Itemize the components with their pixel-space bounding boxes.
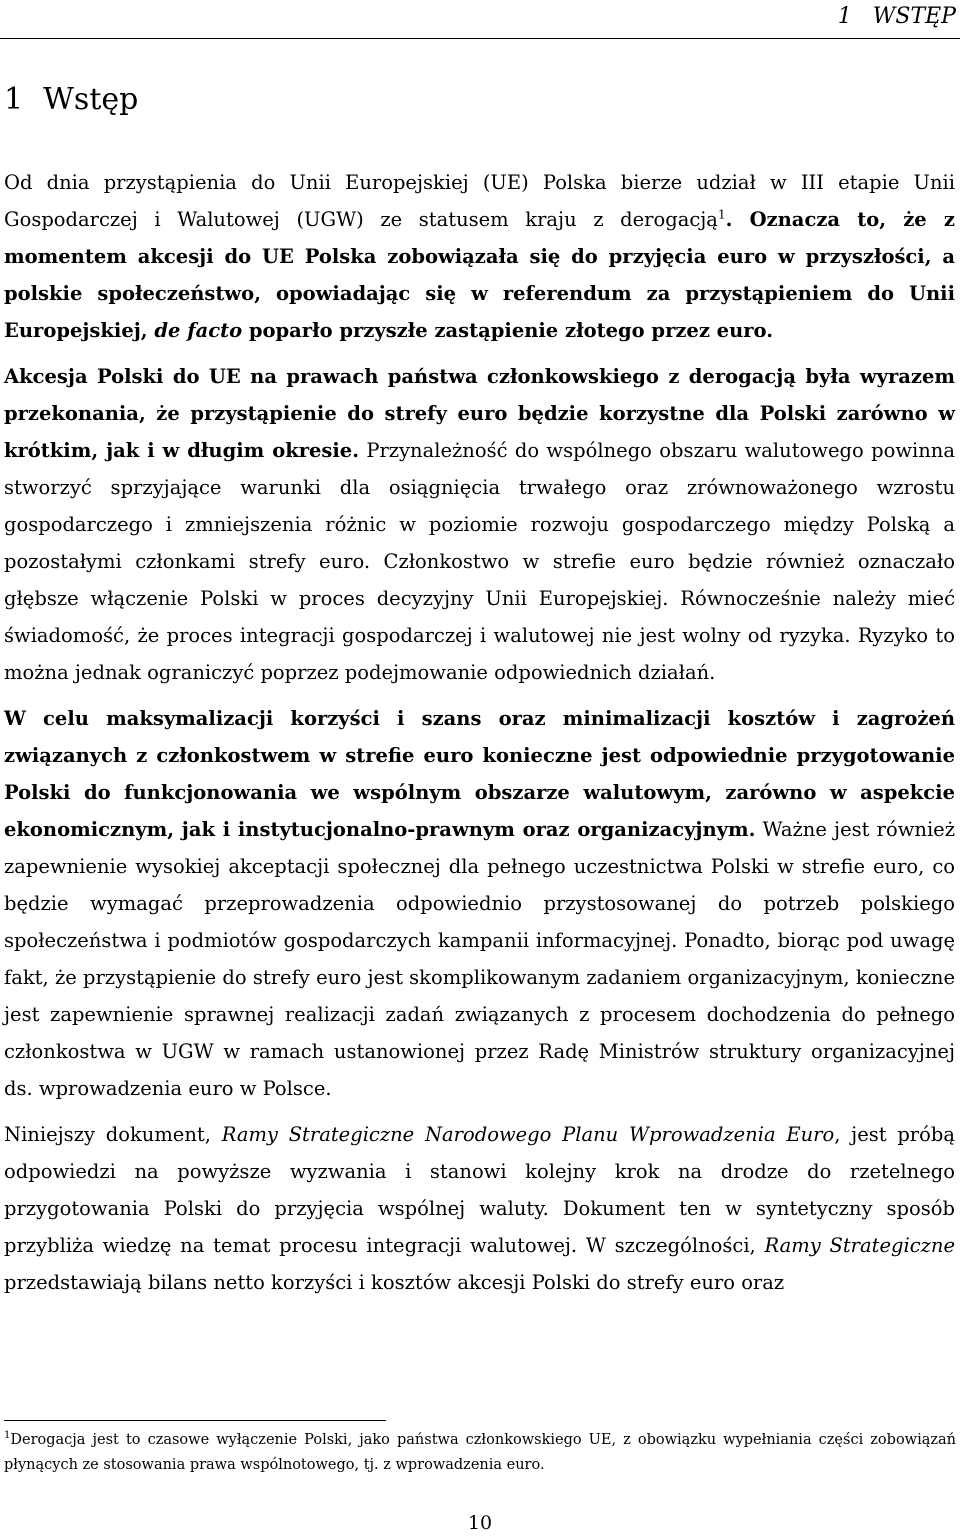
running-head xyxy=(838,0,956,34)
paragraph-3-text-a: W celu maksymalizacji korzyści i szans oraz minimalizacji kosztów i zagrożeń związanych z członkostwem w strefie euro konieczne jest odpowiednie przygotowanie Polski do funkcjonowania we wspólnym obszarze walutowym, zarówno w aspekcie ekonomicznym, jak i instytucjonalno-prawnym oraz organizacyjnym. xyxy=(4,707,955,841)
paragraph-2-text-a: Akcesja Polski do UE na prawach państwa członkowskiego z derogacją była wyrazem przekonania, że przystąpienie do strefy euro będzie korzystne dla Polski zarówno w krótkim, jak i w długim okresie. xyxy=(4,365,955,462)
paragraph-1-text-a: Od dnia przystąpienia do Unii Europejskiej (UE) Polska bierze udział w III etapie Unii Gospodarczej i Walutowej (UGW) ze statusem kraju z derogacją xyxy=(4,171,955,231)
footnote-marker: 1 xyxy=(4,1430,11,1442)
footnote-rule xyxy=(4,1420,386,1421)
running-head-title: WSTĘP xyxy=(872,4,956,29)
paragraph-1-text-b: . Oznacza to, że z momentem akcesji do UE Polska zobowiązała się do przyjęcia euro w przyszłości, a polskie społeczeństwo, opowiadając się w referendum za przystąpieniem do Unii Europejskiej, xyxy=(4,208,955,342)
paragraph-4-text-a: Niniejszy dokument, xyxy=(4,1123,222,1146)
paragraph-1-text-d: poparło przyszłe zastąpienie złotego przez euro. xyxy=(242,319,773,342)
body-text xyxy=(4,164,955,1301)
paragraph-3 xyxy=(4,700,955,1107)
section-title: Wstęp xyxy=(43,82,139,117)
paragraph-2-text-b: Przynależność do wspólnego obszaru walutowego powinna stworzyć sprzyjające warunki dla osiągnięcia trwałego oraz zrównoważonego wzrostu gospodarczego i zmniejszenia różnic w poziomie rozwoju gospodarczego między Polską a pozostałymi członkami strefy euro. Członkostwo w strefie euro będzie również oznaczało głębsze włączenie Polski w proces decyzyjny Unii Europejskiej. Równocześnie należy mieć świadomość, że proces integracji gospodarczej i walutowej nie jest wolny od ryzyka. Ryzyko to można jednak ograniczyć poprzez podejmowanie odpowiednich działań. xyxy=(4,439,955,684)
section-heading xyxy=(4,82,138,117)
section-number: 1 xyxy=(4,82,24,117)
footnote-reference[interactable]: 1 xyxy=(717,207,726,222)
header-rule xyxy=(0,38,960,39)
paragraph-4-text-e: przedstawiają bilans netto korzyści i kosztów akcesji Polski do strefy euro oraz xyxy=(4,1271,785,1294)
document-title-reference: Ramy Strategiczne Narodowego Planu Wprowadzenia Euro xyxy=(221,1123,835,1146)
paragraph-1-emphasis: de facto xyxy=(154,319,243,342)
paragraph-4-text-c: , jest próbą odpowiedzi na powyższe wyzwania i stanowi kolejny krok na drodze do rzetelnego przygotowania Polski do przyjęcia wspólnej waluty. Dokument ten w syntetyczny sposób przybliża wiedzę na temat procesu integracji walutowej. W szczególności, xyxy=(4,1123,955,1257)
running-head-number: 1 xyxy=(837,4,852,29)
paragraph-1 xyxy=(4,164,955,349)
footnote-text: Derogacja jest to czasowe wyłączenie Polski, jako państwa członkowskiego UE, z obowiązku wypełniania części zobowiązań płynących ze stosowania prawa wspólnotowego, tj. z wprowadzenia euro. xyxy=(4,1432,956,1473)
paragraph-2 xyxy=(4,358,955,691)
ramy-strategiczne-reference: Ramy Strategiczne xyxy=(764,1234,956,1257)
paragraph-4 xyxy=(4,1116,955,1301)
paragraph-3-text-b: Ważne jest również zapewnienie wysokiej akceptacji społecznej dla pełnego uczestnictwa Polski w strefie euro, co będzie wymagać przeprowadzenia odpowiednio przystosowanej do potrzeb polskiego społeczeństwa i podmiotów gospodarczych kampanii informacyjnej. Ponadto, biorąc pod uwagę fakt, że przystąpienie do strefy euro jest skomplikowanym zadaniem organizacyjnym, konieczne jest zapewnienie sprawnej realizacji zadań związanych z procesem dochodzenia do pełnego członkostwa w UGW w ramach ustanowionej przez Radę Ministrów struktury organizacyjnej ds. wprowadzenia euro w Polsce. xyxy=(4,818,956,1100)
page-number: 10 xyxy=(467,1512,493,1534)
footnote xyxy=(4,1428,956,1478)
